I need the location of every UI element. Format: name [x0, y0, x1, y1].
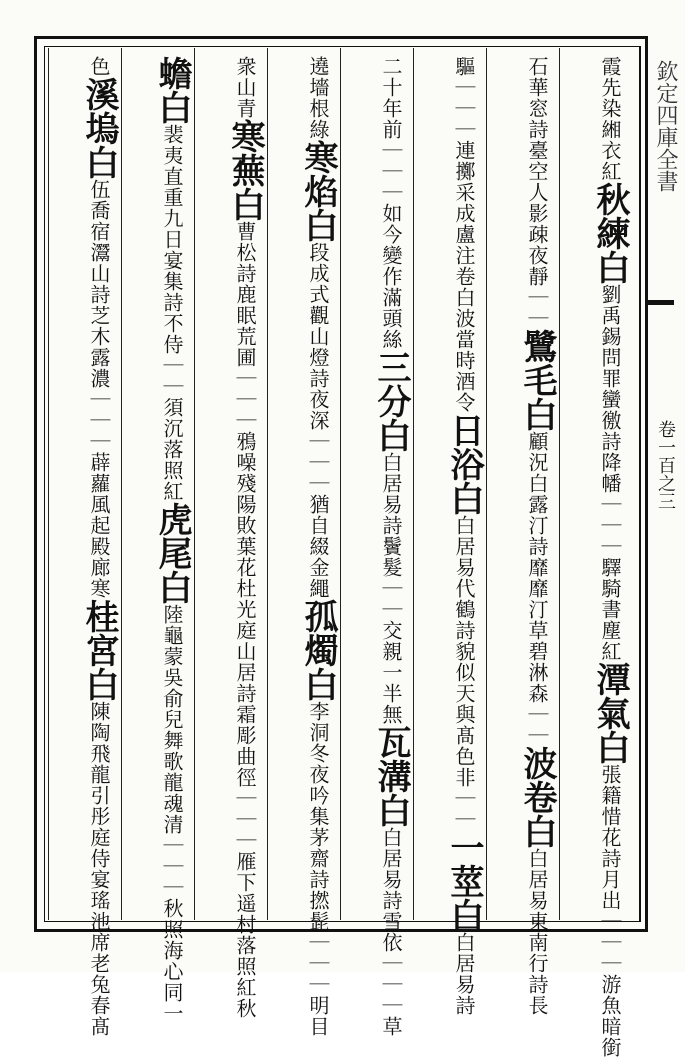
column-rule — [559, 48, 560, 920]
annotation-text: 遶墻根綠 — [306, 56, 330, 140]
side-margin — [650, 40, 682, 940]
annotation-text: 劉禹錫問罪蠻徼詩降幡｜｜｜驛騎書塵紅 — [598, 284, 622, 662]
column-rule — [121, 48, 122, 920]
annotation-text: 秋 — [233, 998, 257, 1019]
text-column — [125, 56, 192, 1024]
headword: 桂宮白 — [79, 599, 119, 701]
annotation-text: 陳陶飛龍引彤庭侍宴瑤池席老兔春髙 — [87, 701, 111, 1037]
text-column — [417, 56, 484, 1016]
annotation-text: 曹松詩鹿眠荒圃｜｜｜鴉噪殘陽敗葉花杜光庭山居詩霜彫曲徑｜｜｜雁下遥村落照紅 — [233, 221, 257, 998]
annotation-text: 白居易詩雪依｜｜｜草 — [379, 827, 403, 1037]
headword: 鷺毛白 — [517, 329, 557, 431]
headword: 潭氣白 — [590, 662, 630, 764]
annotation-text: 衆山青 — [233, 56, 257, 119]
headword: 孤燭白 — [298, 599, 338, 701]
book-title: 欽定四庫全書 — [653, 60, 678, 192]
column-rule — [340, 48, 341, 920]
text-column — [563, 56, 630, 1058]
annotation-text: 驅｜｜｜連擲采成盧注卷白波當時酒令 — [452, 56, 476, 413]
annotation-text: 李洞冬夜吟集茅齋詩撚髭｜｜｜明目 — [306, 701, 330, 1037]
annotation-text: 伍喬宿灊山詩芝木露濃｜｜｜薜蘿風起殿廊寒 — [87, 179, 111, 599]
annotation-text: 白居易詩鬢髮｜｜交親一半無 — [379, 452, 403, 725]
headword: 三分白 — [371, 350, 411, 452]
column-rule — [194, 48, 195, 920]
annotation-text: 白居易代鶴詩貌似天與髙色非｜｜ — [452, 515, 476, 830]
annotation-text: 石華窓詩臺空人影疎夜靜｜｜ — [525, 56, 549, 329]
annotation-text: 陸龜蒙吳俞兒舞歌龍魂清｜｜｜秋照海心同一 — [160, 604, 184, 1024]
headword: 波卷白 — [517, 746, 557, 848]
column-rule — [486, 48, 487, 920]
annotation-text: 白居易東南行詩長 — [525, 848, 549, 1016]
headword: 日浴白 — [444, 413, 484, 515]
annotation-text: 白居易詩 — [452, 932, 476, 1016]
headword: 一莖白 — [444, 830, 484, 932]
annotation-text: 顧況白露汀詩靡靡汀草碧淋森｜｜ — [525, 431, 549, 746]
text-column — [271, 56, 338, 1037]
text-column — [490, 56, 557, 1016]
margin-strip — [640, 46, 649, 922]
column-rule — [413, 48, 414, 920]
headword: 秋練白 — [590, 182, 630, 284]
annotation-text: 張籍惜花詩月出｜｜｜游魚暗銜 — [598, 764, 622, 1058]
annotation-text: 二十年前｜｜｜如今變作滿頭絲 — [379, 56, 403, 350]
annotation-text: 霞先染緗衣紅 — [598, 56, 622, 182]
text-column — [52, 56, 119, 1037]
column-rule — [48, 48, 49, 920]
headword: 虎尾白 — [152, 502, 192, 604]
volume-label: 卷一百之三 — [655, 420, 676, 510]
column-rule — [267, 48, 268, 920]
headword: 瓦溝白 — [371, 725, 411, 827]
text-column — [344, 56, 411, 1037]
annotation-text: 裴夷直重九日宴集詩不侍｜｜須沉落照紅 — [160, 124, 184, 502]
text-column — [198, 56, 265, 1019]
annotation-text: 色 — [87, 56, 111, 77]
annotation-text: 段成式觀山燈詩夜深｜｜｜猶自綴金繩 — [306, 242, 330, 599]
headword: 溪塢白 — [79, 77, 119, 179]
headword: 蟾白 — [152, 56, 192, 124]
headword: 寒蕪白 — [225, 119, 265, 221]
headword: 寒焰白 — [298, 140, 338, 242]
